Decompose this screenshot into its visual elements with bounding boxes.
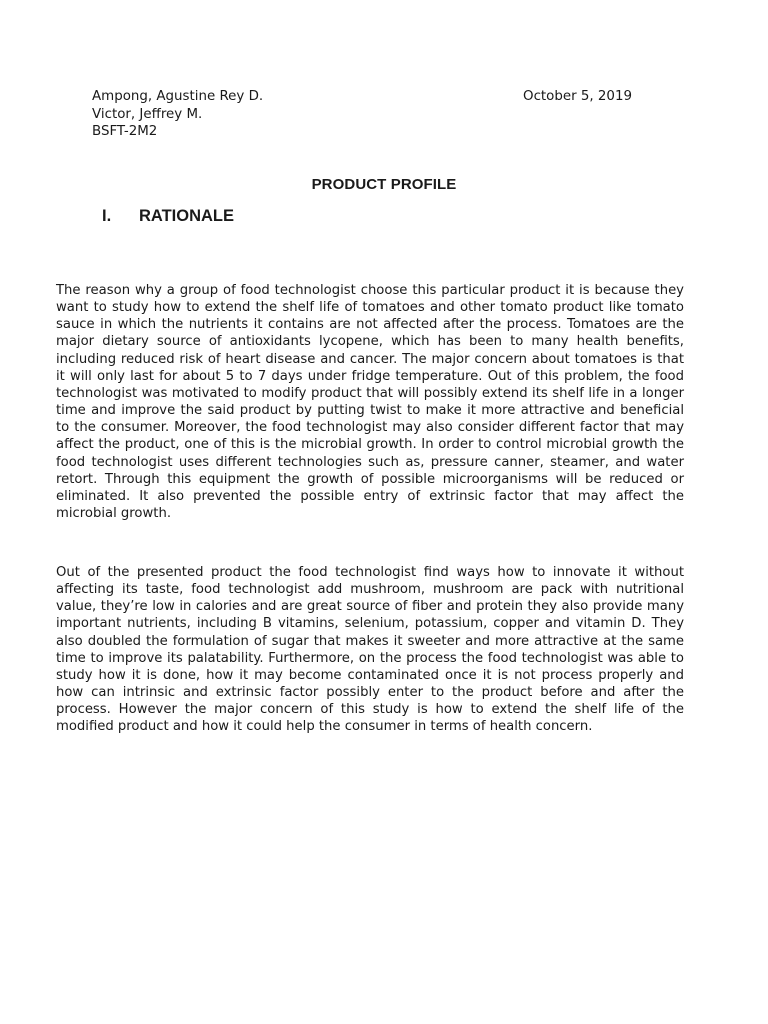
author-name-2: Victor, Jeffrey M. — [92, 106, 203, 122]
body-paragraph-1 — [56, 282, 684, 522]
section-label: RATIONALE — [139, 207, 235, 225]
author-name-1: Ampong, Agustine Rey D. — [92, 89, 264, 104]
paragraph-text: The reason why a group of food technologist choose this particular product it is because they want to study how to extend the shelf life of tomatoes and other tomato product like tomato sauce in which the nutrients it contains are not affected after the process. Tomatoes are the major dietary source of antioxidants lycopene, which has been to many health benefits, including reduced risk of heart disease and cancer. The major concern about tomatoes is that it will only last for about 5 to 7 days under fridge temperature. Out of this problem, the food technologist was motivated to modify product that will possibly extend its shelf life in a longer time and improve the said product by putting twist to make it more attractive and beneficial to the consumer. Moreover, the food technologist may also consider different factor that may affect the product, one of this is the microbial growth. In order to control microbial growth the food technologist uses different technologies such as, pressure canner, steamer, and water retort. Through this equipment the growth of possible microorganisms will be reduced or eliminated. It also prevented the possible entry of extrinsic factor that may affect the microbial growth. — [56, 283, 684, 522]
section-number: I. — [102, 207, 112, 225]
section-heading — [102, 207, 234, 226]
class-section: BSFT-2M2 — [92, 124, 158, 139]
document-title: PRODUCT PROFILE — [311, 176, 457, 193]
document-header — [92, 88, 632, 141]
paragraph-text: Out of the presented product the food technologist find ways how to innovate it without affecting its taste, food technologist add mushroom, mushroom are pack with nutritional value, they’re low in calories and are great source of fiber and protein they also provide many important nutrients, including B vitamins, selenium, potassium, copper and vitamin D. They also doubled the formulation of sugar that makes it sweeter and more attractive at the same time to improve its palatability. Furthermore, on the process the food technologist was able to study how it is done, how it may become contaminated once it is not process properly and how can intrinsic and extrinsic factor possibly enter to the product before and after the process. However the major concern of this study is how to extend the shelf life of the modified product and how it could help the consumer in terms of health concern. — [56, 565, 684, 735]
body-paragraph-2 — [56, 564, 684, 736]
document-date: October 5, 2019 — [523, 89, 632, 104]
